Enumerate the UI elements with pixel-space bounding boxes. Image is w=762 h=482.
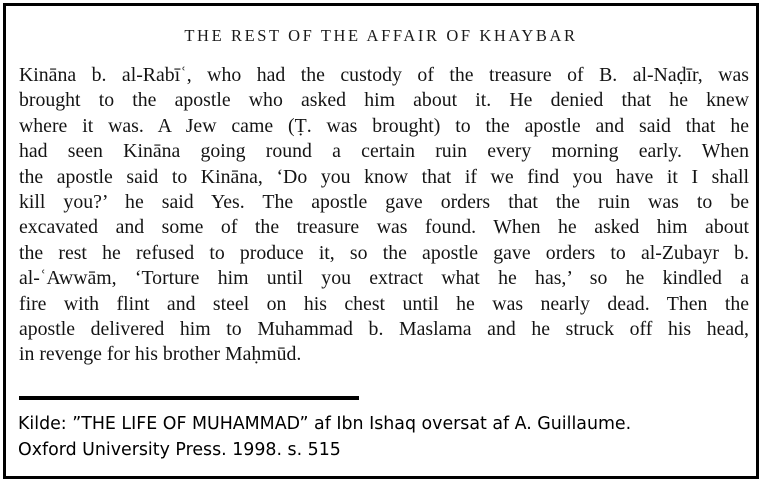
source-line-2: Oxford University Press. 1998. s. 515 xyxy=(18,440,341,460)
excerpt-line: Kināna b. al-Rabīʿ, who had the custody of the treasure of B. al-Naḍīr, was xyxy=(19,64,749,86)
excerpt-line: al-ʿAwwām, ‘Torture him until you extract what he has,’ so he kindled a xyxy=(19,267,749,290)
separator-rule xyxy=(19,396,359,400)
excerpt-body xyxy=(19,63,749,368)
excerpt-line: brought to the apostle who asked him about it. He denied that he knew xyxy=(19,89,749,112)
excerpt-line: excavated and some of the treasure was found. When he asked him about xyxy=(19,216,749,239)
excerpt-heading: THE REST OF THE AFFAIR OF KHAYBAR xyxy=(184,26,578,45)
excerpt-line: apostle delivered him to Muhammad b. Maslama and he struck off his head, xyxy=(19,318,749,341)
excerpt-line: fire with flint and steel on his chest until he was nearly dead. Then the xyxy=(19,292,749,315)
source-citation xyxy=(18,411,631,463)
excerpt-line: in revenge for his brother Maḥmūd. xyxy=(19,343,302,366)
excerpt-line: had seen Kināna going round a certain ruin every morning early. When xyxy=(19,140,749,163)
source-line-1: Kilde: ”THE LIFE OF MUHAMMAD” af Ibn Ishaq oversat af A. Guillaume. xyxy=(18,414,632,434)
document-frame xyxy=(3,3,759,479)
excerpt-line: the rest he refused to produce it, so the apostle gave orders to al-Zubayr b. xyxy=(19,241,749,264)
excerpt-line: kill you?’ he said Yes. The apostle gave orders that the ruin was to be xyxy=(19,191,749,214)
excerpt-line: where it was. A Jew came (Ṭ. was brought) to the apostle and said that he xyxy=(19,114,749,137)
excerpt-line: the apostle said to Kināna, ‘Do you know that if we find you have it I shall xyxy=(19,165,749,188)
